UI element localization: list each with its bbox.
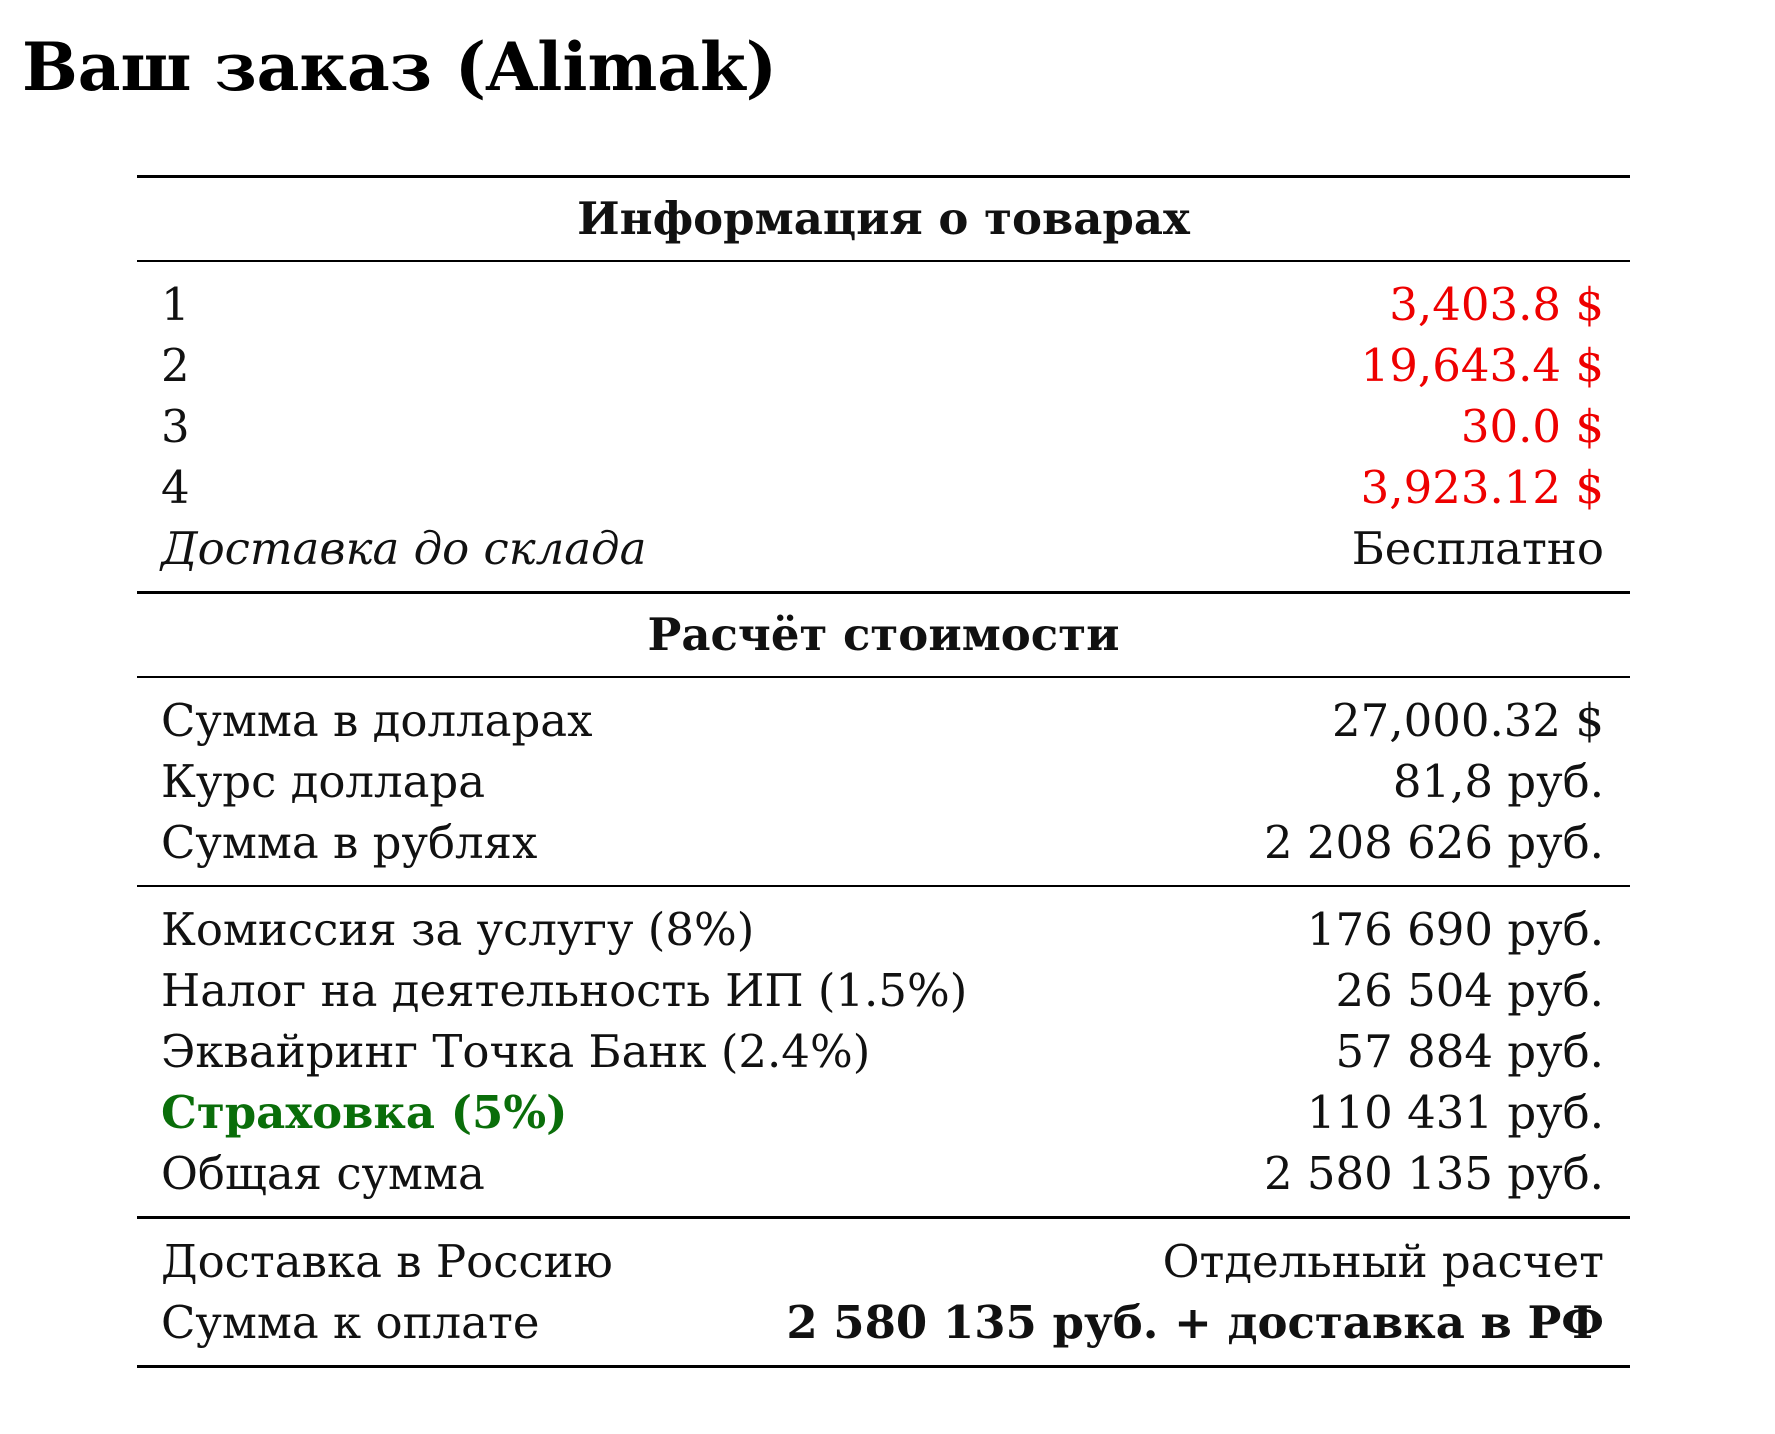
goods-item-price: 19,643.4 $ [1360,339,1604,392]
page-title: Ваш заказ (Alimak) [22,28,778,106]
goods-list [137,262,1630,591]
exchange-rate-label: Курс доллара [161,755,486,808]
warehouse-delivery-value: Бесплатно [1351,522,1604,575]
calc-section-header: Расчёт стоимости [137,594,1630,678]
amount-due-label: Сумма к оплате [161,1296,540,1349]
final-amounts [137,1219,1630,1368]
service-fee-label: Комиссия за услугу (8%) [161,903,755,956]
warehouse-delivery-row [161,518,1604,579]
goods-item-number: 2 [161,339,190,392]
usd-sum-label: Сумма в долларах [161,694,593,747]
base-amounts [137,678,1630,885]
russia-delivery-label: Доставка в Россию [161,1235,613,1288]
usd-sum-row [161,690,1604,751]
service-fee-value: 176 690 руб. [1306,903,1604,956]
goods-item-price: 30.0 $ [1460,400,1604,453]
exchange-rate-row [161,751,1604,812]
warehouse-delivery-label: Доставка до склада [161,522,647,575]
grand-total-row [161,1143,1604,1204]
goods-item-price: 3,923.12 $ [1360,461,1604,514]
russia-delivery-row [161,1231,1604,1292]
order-summary-table [137,175,1630,1368]
goods-item-number: 3 [161,400,190,453]
rub-sum-label: Сумма в рублях [161,816,538,869]
rub-sum-value: 2 208 626 руб. [1263,816,1604,869]
tax-value: 26 504 руб. [1335,964,1604,1017]
goods-item-number: 1 [161,278,190,331]
goods-item-number: 4 [161,461,190,514]
insurance-value: 110 431 руб. [1306,1086,1604,1139]
goods-item-price: 3,403.8 $ [1389,278,1604,331]
amount-due-row [161,1292,1604,1353]
goods-item-row [161,335,1604,396]
acquiring-value: 57 884 руб. [1335,1025,1604,1078]
acquiring-label: Эквайринг Точка Банк (2.4%) [161,1025,871,1078]
exchange-rate-value: 81,8 руб. [1392,755,1604,808]
fees-list [137,887,1630,1216]
service-fee-row [161,899,1604,960]
rub-sum-row [161,812,1604,873]
grand-total-label: Общая сумма [161,1147,485,1200]
usd-sum-value: 27,000.32 $ [1332,694,1604,747]
goods-section-header: Информация о товарах [137,178,1630,262]
goods-item-row [161,274,1604,335]
amount-due-value: 2 580 135 руб. + доставка в РФ [786,1296,1604,1349]
acquiring-row [161,1021,1604,1082]
tax-row [161,960,1604,1021]
insurance-label: Страховка (5%) [161,1086,568,1139]
grand-total-value: 2 580 135 руб. [1263,1147,1604,1200]
russia-delivery-value: Отдельный расчет [1162,1235,1604,1288]
goods-item-row [161,457,1604,518]
insurance-row [161,1082,1604,1143]
goods-item-row [161,396,1604,457]
tax-label: Налог на деятельность ИП (1.5%) [161,964,968,1017]
